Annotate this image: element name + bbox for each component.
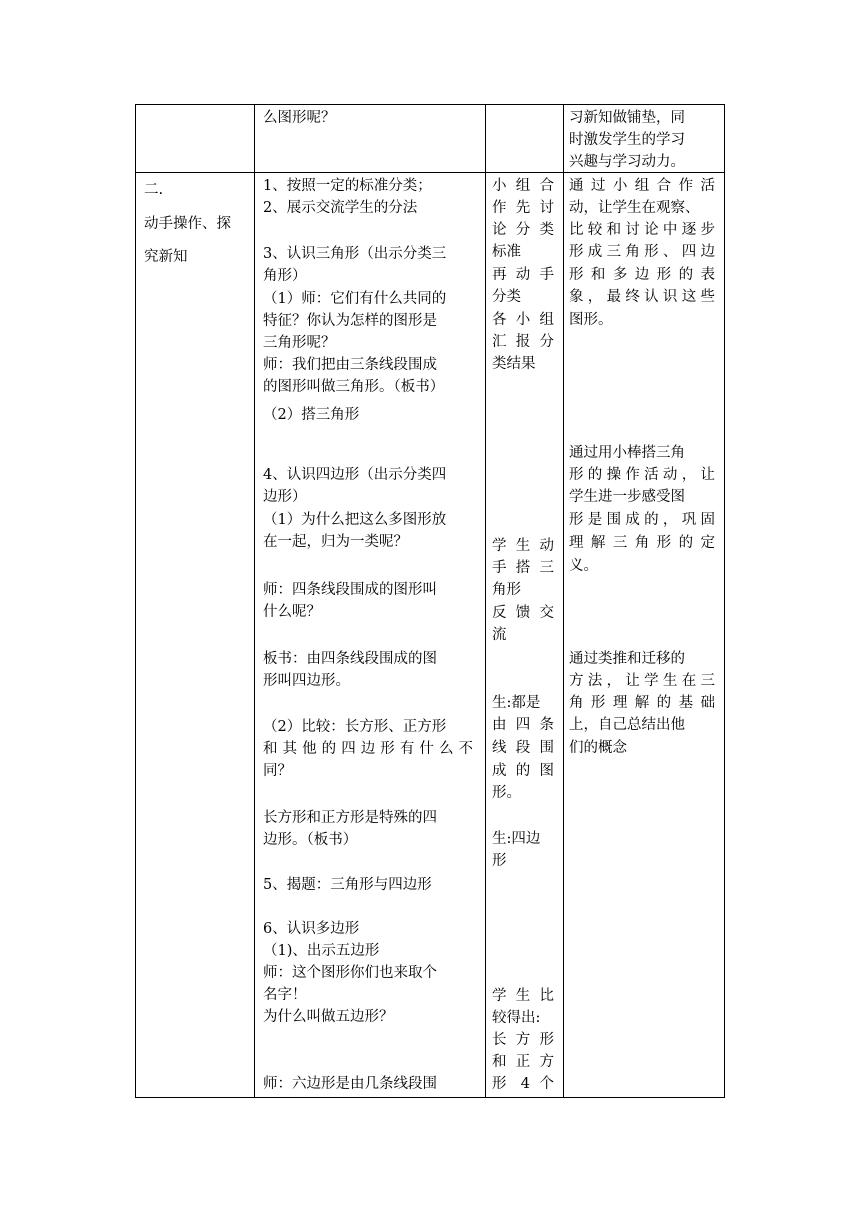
intent-line: 形是围成的，巩固 bbox=[569, 512, 715, 528]
content-line: 和其他的四边形有什么不 bbox=[263, 741, 473, 757]
student-line: 再动手 bbox=[492, 267, 554, 283]
student-line: 论分类 bbox=[492, 222, 554, 238]
row1-intent-line: 兴趣与学习动力。 bbox=[569, 154, 685, 170]
student-line: 流 bbox=[492, 627, 507, 643]
student-line: 和正方 bbox=[492, 1054, 554, 1070]
section-title-line: 动手操作、探 bbox=[144, 216, 231, 232]
content-line: 师：我们把由三条线段围成 bbox=[263, 357, 437, 373]
content-line: 师：六边形是由几条线段围 bbox=[263, 1076, 437, 1092]
intent-line: 通过小组合作活 bbox=[569, 178, 715, 194]
content-line: 特征？你认为怎样的图形是 bbox=[263, 313, 437, 329]
section-title-line: 究新知 bbox=[144, 249, 188, 265]
table-col-divider-1 bbox=[254, 104, 255, 1098]
content-line: 边形） bbox=[263, 489, 307, 505]
content-line: 师：这个图形你们也来取个 bbox=[263, 965, 437, 981]
content-line: 形叫四边形。 bbox=[263, 673, 350, 689]
student-line: 线段围 bbox=[492, 740, 554, 756]
content-line: 6、认识多边形 bbox=[263, 921, 360, 937]
content-line: 4、认识四边形（出示分类四 bbox=[263, 467, 447, 483]
content-line: 板书：由四条线段围成的图 bbox=[263, 651, 437, 667]
student-line: 标准 bbox=[492, 244, 521, 260]
intent-line: 方法，让学生在三 bbox=[569, 673, 715, 689]
content-line: 3、认识三角形（出示分类三 bbox=[263, 246, 447, 262]
student-line: 手搭三 bbox=[492, 560, 554, 576]
table-left-border bbox=[135, 104, 136, 1098]
section-number: 二. bbox=[144, 182, 164, 198]
content-line: 同？ bbox=[263, 763, 292, 779]
student-line: 类结果 bbox=[492, 356, 536, 372]
student-line: 生:四边 bbox=[492, 831, 541, 847]
student-line: 形 bbox=[492, 853, 507, 869]
table-right-border bbox=[724, 104, 725, 1098]
student-line: 长方形 bbox=[492, 1032, 554, 1048]
content-line: 三角形呢？ bbox=[263, 335, 336, 351]
student-line: 分类 bbox=[492, 289, 521, 305]
content-line: 1、按照一定的标准分类； bbox=[263, 178, 432, 194]
intent-line: 上，自己总结出他 bbox=[569, 717, 685, 733]
content-line: （1)、出示五边形 bbox=[263, 943, 380, 959]
intent-line: 理解三角形的定 bbox=[569, 535, 715, 551]
student-line: 学生比 bbox=[492, 988, 554, 1004]
table-col-divider-3 bbox=[563, 104, 564, 1098]
student-line: 小组合 bbox=[492, 178, 554, 194]
student-line: 较得出: bbox=[492, 1010, 541, 1026]
content-line: （2）搭三角形 bbox=[263, 407, 360, 423]
intent-line: 形的操作活动，让 bbox=[569, 467, 715, 483]
content-line: 5、揭题：三角形与四边形 bbox=[263, 877, 432, 893]
intent-line: 形成三角形、四边 bbox=[569, 244, 715, 260]
intent-line: 义。 bbox=[569, 558, 598, 574]
student-line: 作先讨 bbox=[492, 200, 554, 216]
row1-intent-line: 时激发学生的学习 bbox=[569, 132, 685, 148]
intent-line: 们的概念 bbox=[569, 740, 627, 756]
student-line: 各小组 bbox=[492, 312, 554, 328]
intent-line: 图形。 bbox=[569, 312, 613, 328]
content-line: （1）为什么把这么多图形放 bbox=[263, 512, 447, 528]
row1-content-text: 么图形呢？ bbox=[263, 110, 336, 126]
intent-line: 比较和讨论中逐步 bbox=[569, 222, 715, 238]
student-line: 角形 bbox=[492, 582, 521, 598]
student-line: 汇报分 bbox=[492, 334, 554, 350]
student-line: 成的图 bbox=[492, 763, 554, 779]
content-line: （2）比较：长方形、正方形 bbox=[263, 719, 447, 735]
row1-intent-line: 习新知做铺垫，同 bbox=[569, 110, 685, 126]
student-line: 形 4 个 bbox=[492, 1076, 554, 1092]
intent-line: 象，最终认识这些 bbox=[569, 289, 715, 305]
content-line: （1）师：它们有什么共同的 bbox=[263, 291, 447, 307]
table-col-divider-2 bbox=[485, 104, 486, 1098]
content-line: 名字！ bbox=[263, 987, 307, 1003]
intent-line: 角形理解的基础 bbox=[569, 695, 715, 711]
table-top-border bbox=[135, 104, 725, 105]
student-line: 由四条 bbox=[492, 717, 554, 733]
content-line: 为什么叫做五边形？ bbox=[263, 1009, 394, 1025]
student-line: 学生动 bbox=[492, 538, 554, 554]
content-line: 的图形叫做三角形。（板书） bbox=[263, 379, 445, 395]
content-line: 在一起，归为一类呢？ bbox=[263, 534, 408, 550]
table-bottom-border bbox=[135, 1097, 725, 1098]
content-line: 师：四条线段围成的图形叫 bbox=[263, 582, 437, 598]
intent-line: 通过用小棒搭三角 bbox=[569, 445, 685, 461]
student-line: 形。 bbox=[492, 785, 521, 801]
content-line: 什么呢？ bbox=[263, 604, 321, 620]
student-line: 反馈交 bbox=[492, 605, 554, 621]
content-line: 边形。（板书） bbox=[263, 832, 358, 848]
content-line: 角形） bbox=[263, 268, 307, 284]
intent-line: 学生进一步感受图 bbox=[569, 489, 685, 505]
intent-line: 动，让学生在观察、 bbox=[569, 200, 700, 216]
content-line: 长方形和正方形是特殊的四 bbox=[263, 810, 437, 826]
intent-line: 通过类推和迁移的 bbox=[569, 651, 685, 667]
student-line: 生:都是 bbox=[492, 695, 541, 711]
intent-line: 形和多边形的表 bbox=[569, 267, 715, 283]
content-line: 2、展示交流学生的分法 bbox=[263, 200, 418, 216]
